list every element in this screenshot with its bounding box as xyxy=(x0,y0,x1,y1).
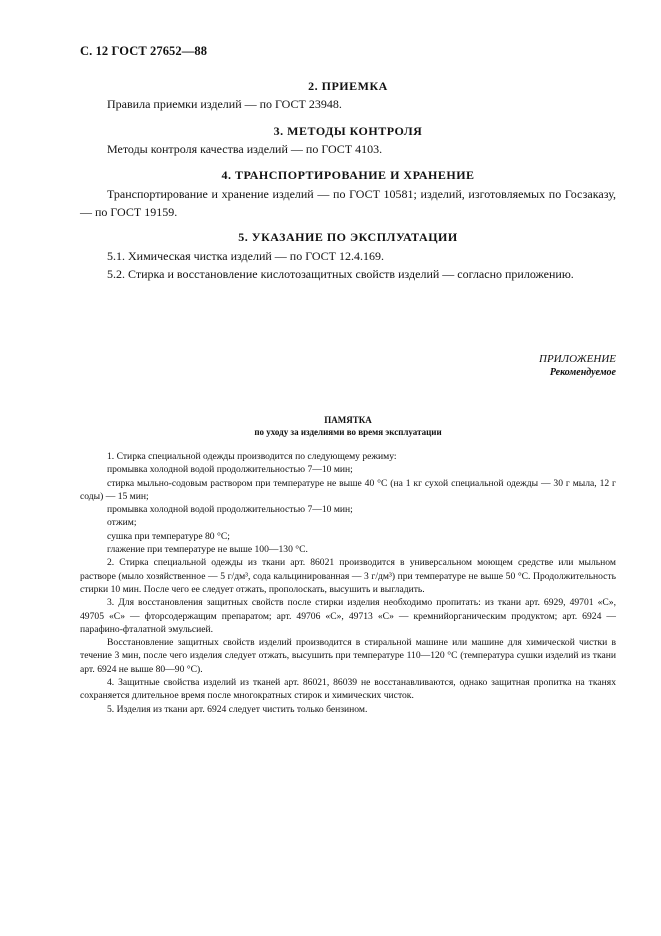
memo-paragraph: глажение при температуре не выше 100—130 °С. xyxy=(107,544,308,556)
memo-paragraph: промывка холодной водой продолжительностью 7—10 мин; xyxy=(107,504,353,516)
appendix-subtitle: Рекомендуемое xyxy=(549,367,616,378)
memo-paragraph: промывка холодной водой продолжительностью 7—10 мин; xyxy=(107,464,353,476)
section-text-transport-storage: Транспортирование и хранение изделий — по ГОСТ 10581; изделий, изготовляемых по Госзаказу, — по ГОСТ 19159. xyxy=(80,187,616,219)
memo-paragraph: стирка мыльно-содовым раствором при температуре не выше 40 °С (на 1 кг сухой специальной одежды — 30 г мыла, 12 г соды) — 15 мин; xyxy=(80,477,616,502)
section-heading-transport-storage: 4. ТРАНСПОРТИРОВАНИЕ И ХРАНЕНИЕ xyxy=(221,168,475,182)
memo-title: ПАМЯТКА xyxy=(324,415,372,425)
page-header: С. 12 ГОСТ 27652—88 xyxy=(80,44,208,58)
memo-subtitle: по уходу за изделиями во время эксплуатации xyxy=(254,427,442,437)
section-heading-control-methods: 3. МЕТОДЫ КОНТРОЛЯ xyxy=(273,124,423,138)
memo-paragraph: отжим; xyxy=(107,517,137,529)
section-text-control-methods: Методы контроля качества изделий — по ГОСТ 4103. xyxy=(107,142,383,156)
memo-paragraph: 5. Изделия из ткани арт. 6924 следует чистить только бензином. xyxy=(107,703,368,715)
section-item-5-2: 5.2. Стирка и восстановление кислотозащитных свойств изделий — согласно приложению. xyxy=(107,267,574,281)
section-item-5-1: 5.1. Химическая чистка изделий — по ГОСТ 12.4.169. xyxy=(107,249,385,263)
memo-paragraph: сушка при температуре 80 °С; xyxy=(107,530,230,542)
memo-body xyxy=(80,450,616,716)
memo-paragraph: 4. Защитные свойства изделий из тканей арт. 86021, 86039 не восстанавливаются, однако защитная пропитка на тканях сохраняется длительное время после многократных стирок и химических чисток. xyxy=(80,677,616,702)
memo-paragraph: 1. Стирка специальной одежды производится по следующему режиму: xyxy=(107,451,397,462)
memo-paragraph: 2. Стирка специальной одежды из ткани арт. 86021 производится в универсальном моющем средстве или мыльном растворе (мыло хозяйственное — 5 г/дм³, сода кальцинированная — 3 г/дм³) при температуре не выше 50 °С. Продолжительность стирки 10 мин. После чего ее следует отжать, прополоскать, высушить и выгладить. xyxy=(80,557,616,595)
memo-paragraph: Восстановление защитных свойств изделий производится в стиральной машине или машине для химической чистки в течение 3 мин, после чего изделия следует отжать, высушить при температуре 110—120 °С (температура сушки изделий из ткани арт. 6924 не выше 80—90 °С). xyxy=(80,637,616,675)
memo-paragraph: 3. Для восстановления защитных свойств после стирки изделия необходимо пропитать: из ткани арт. 6929, 49701 «С», 49705 «С» — фторсодержащим препаратом; арт. 49706 «С», 49713 «С» — кремнийорганическим продуктом; арт. 6924 — парафино-фталатной эмульсией. xyxy=(80,597,616,635)
appendix-title: ПРИЛОЖЕНИЕ xyxy=(539,353,616,365)
section-heading-acceptance: 2. ПРИЕМКА xyxy=(308,79,388,93)
section-heading-operation: 5. УКАЗАНИЕ ПО ЭКСПЛУАТАЦИИ xyxy=(238,230,458,244)
section-text-acceptance: Правила приемки изделий — по ГОСТ 23948. xyxy=(107,97,342,111)
